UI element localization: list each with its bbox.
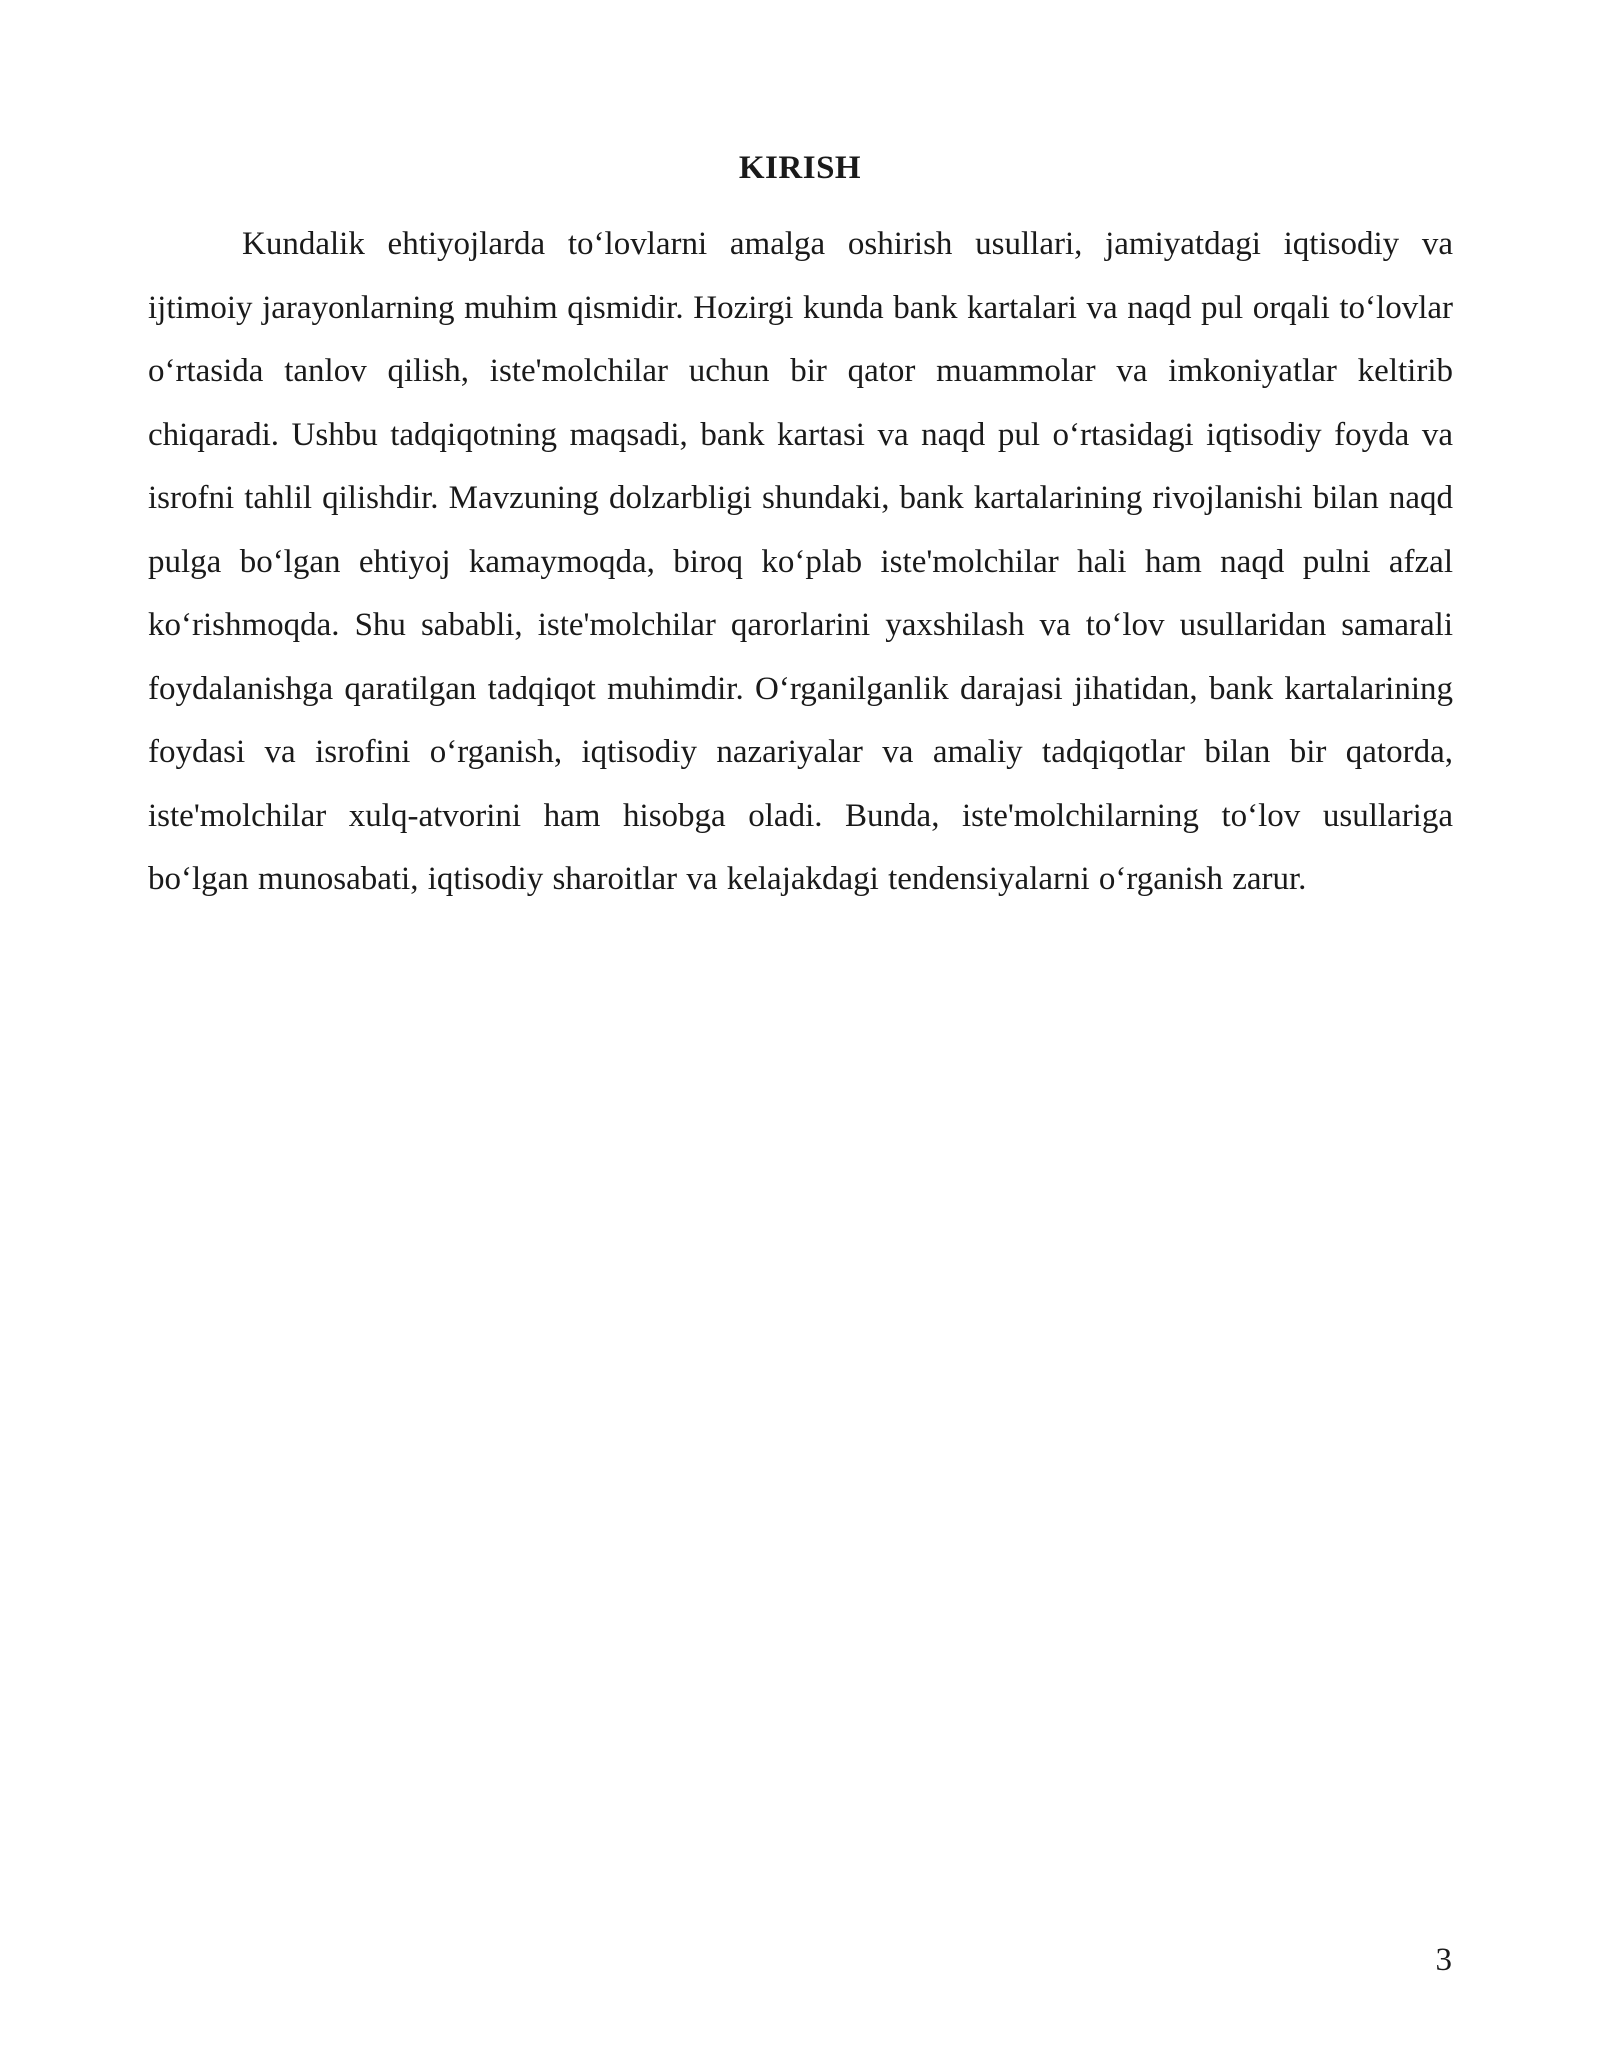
section-heading: KIRISH <box>738 150 862 186</box>
body-paragraph: Kundalik ehtiyojlarda to‘lovlarni amalga oshirish usullari, jamiyatdagi iqtisodiy va ijtimoiy jarayonlarning muhim qismidir. Hozirgi kunda bank kartalari va naqd pul orqali to‘lovlar o‘rtasida tanlov qilish, iste'molchilar uchun bir qator muammolar va imkoniyatlar keltirib chiqaradi. Ushbu tadqiqotning maqsadi, bank kartasi va naqd pul o‘rtasidagi iqtisodiy foyda va isrofni tahlil qilishdir. Mavzuning dolzarbligi shundaki, bank kartalarining rivojlanishi bilan naqd pulga bo‘lgan ehtiyoj kamaymoqda, biroq ko‘plab iste'molchilar hali ham naqd pulni afzal ko‘rishmoqda. Shu sababli, iste'molchilar qarorlarini yaxshilash va to‘lov usullaridan samarali foydalanishga qaratilgan tadqiqot muhimdir. O‘rganilganlik darajasi jihatidan, bank kartalarining foydasi va isrofini o‘rganish, iqtisodiy nazariyalar va amaliy tadqiqotlar bilan bir qatorda, iste'molchilar xulq-atvorini ham hisobga oladi. Bunda, iste'molchilarning to‘lov usullariga bo‘lgan munosabati, iqtisodiy sharoitlar va kelajakdagi tendensiyalarni o‘rganish zarur. <box>148 226 1453 897</box>
page-number: 3 <box>1435 1942 1452 1978</box>
